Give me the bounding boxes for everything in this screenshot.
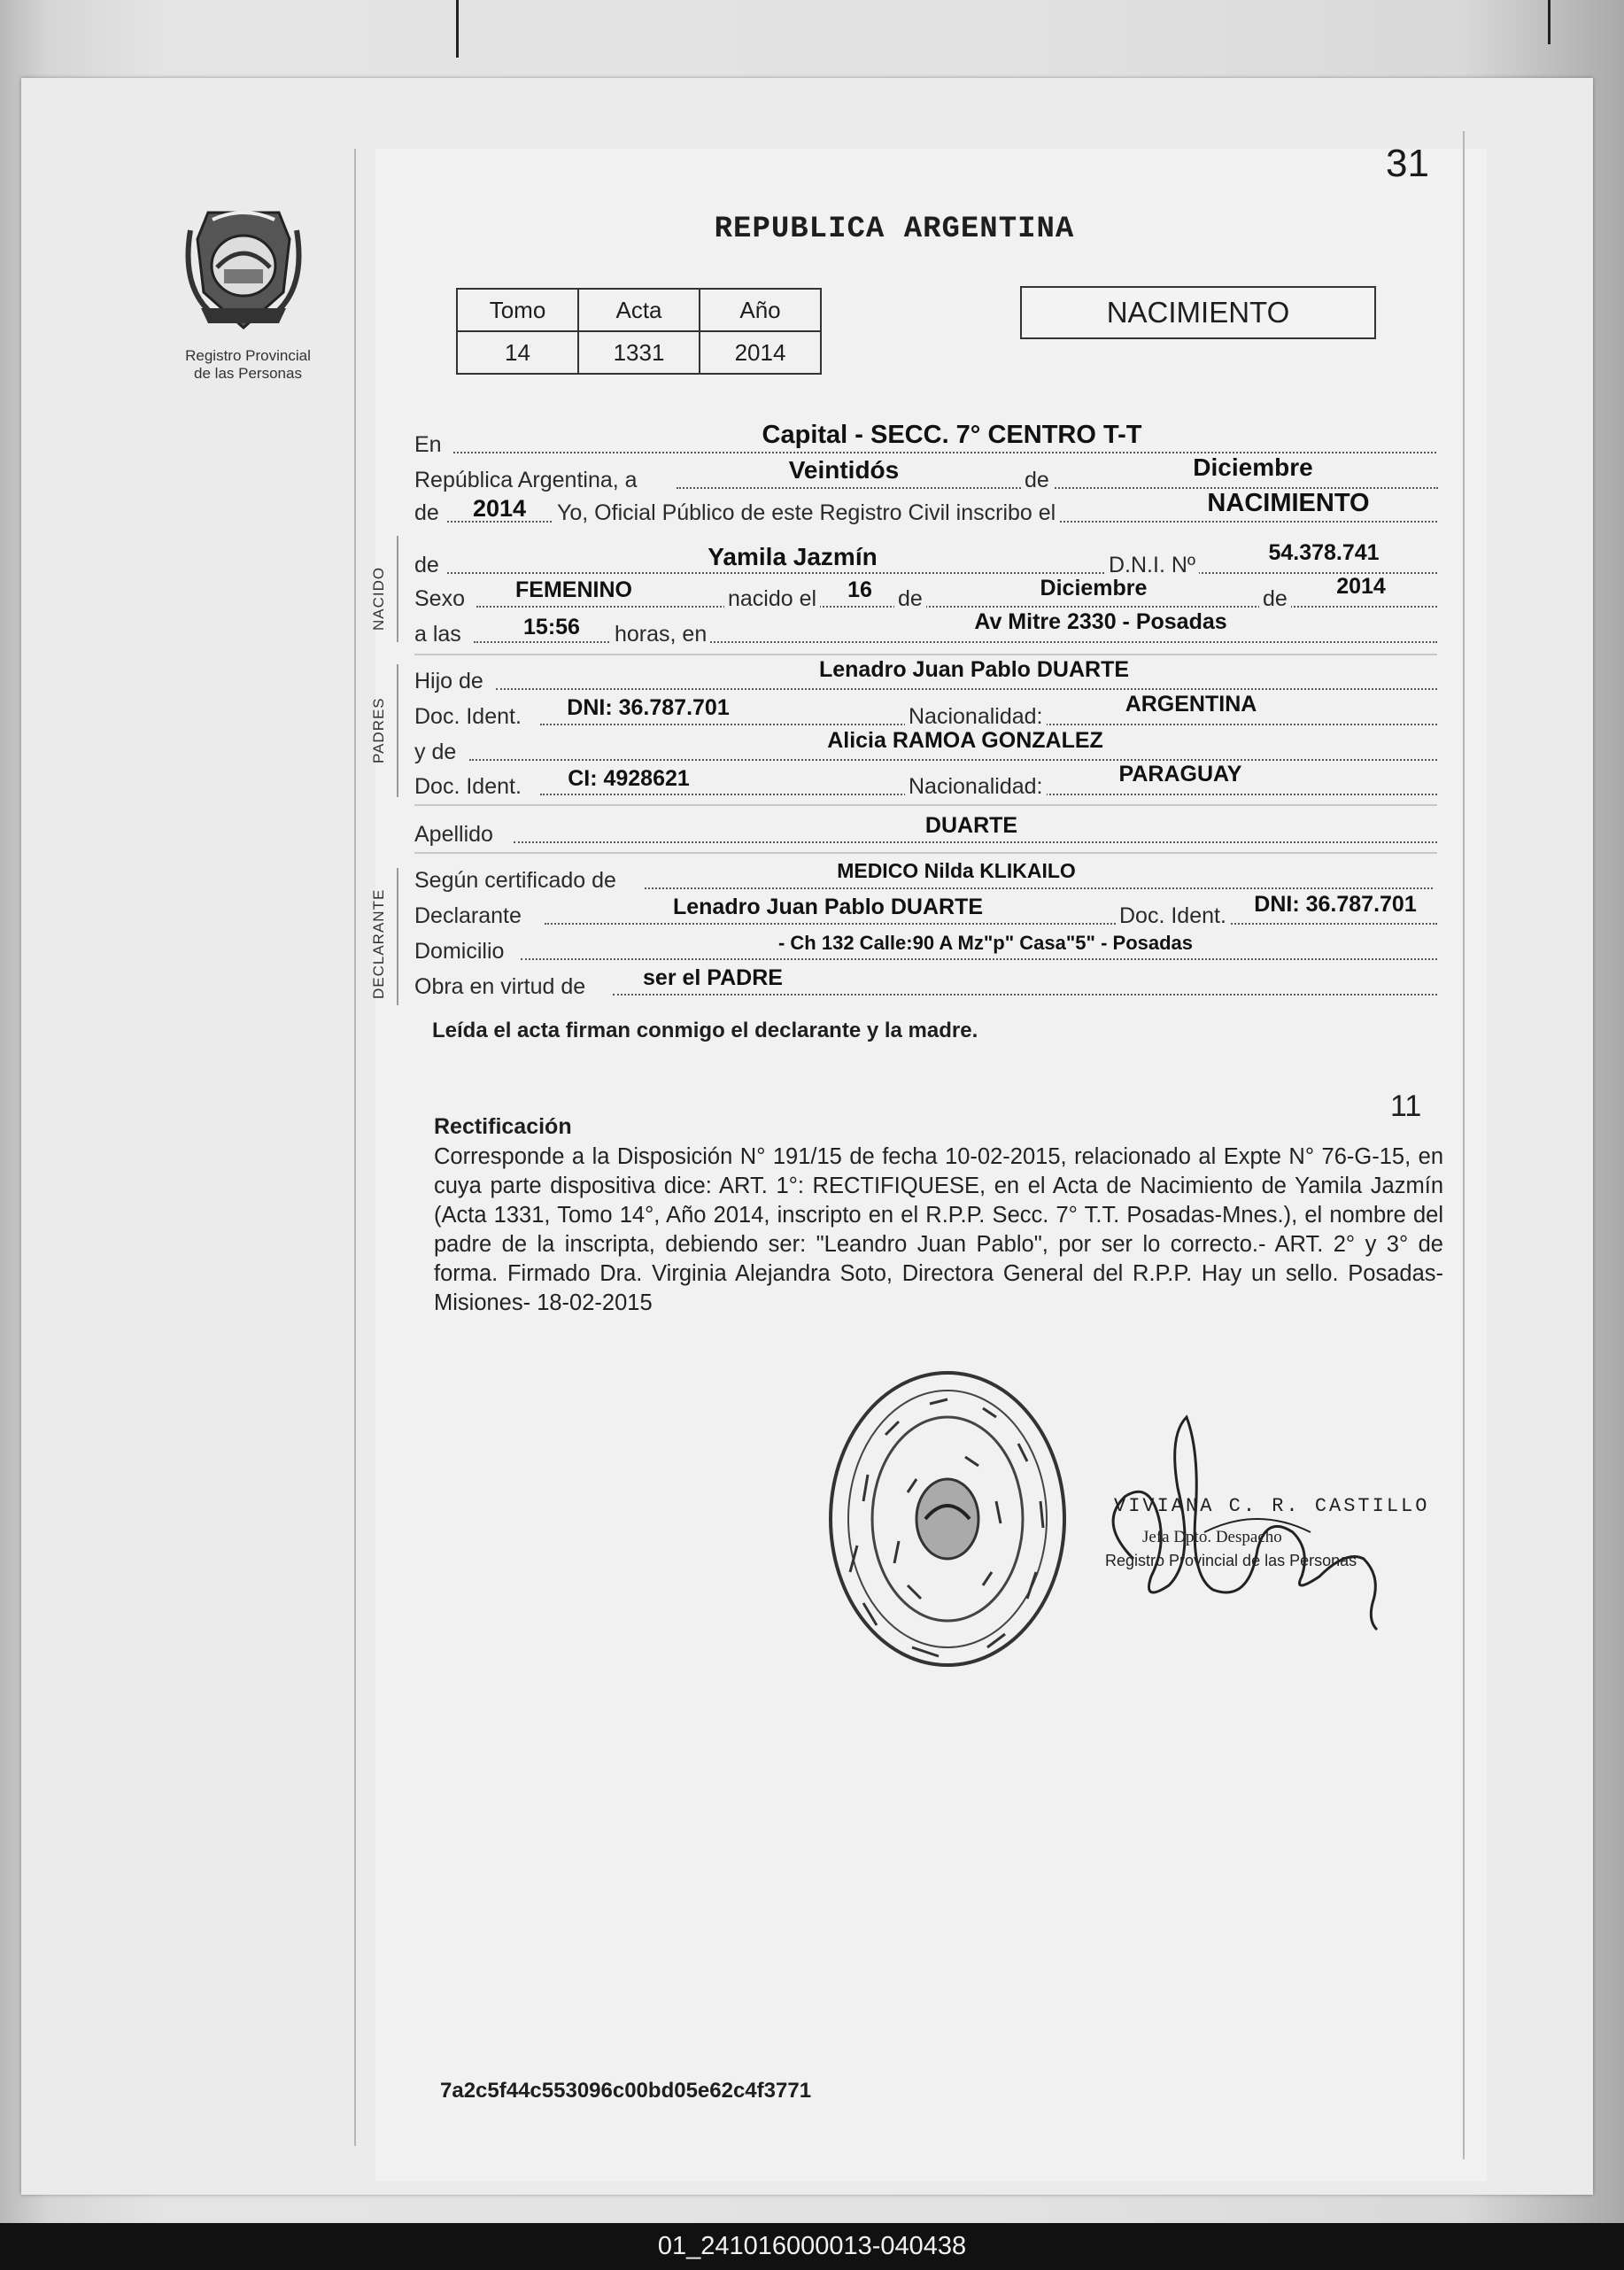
dotted-line [447, 572, 1437, 574]
dotted-line [545, 923, 1437, 925]
register-table [456, 288, 822, 375]
field-birth-year: 2014 [1336, 574, 1386, 599]
closing-statement: Leída el acta firman conmigo el declarante y la madre. [432, 1019, 978, 1042]
label-inscribo: Yo, Oficial Público de este Registro Civil inscribo el [553, 500, 1059, 534]
field-certificate: MEDICO Nilda KLIKAILO [837, 859, 1076, 882]
register-value: 2014 [700, 331, 821, 374]
label-republica: República Argentina, a [414, 468, 638, 492]
dotted-line [521, 958, 1437, 960]
signatory-office: Registro Provincial de las Personas [1105, 1552, 1357, 1569]
binding-mark [1548, 0, 1551, 44]
field-name: Yamila Jazmín [708, 543, 878, 570]
margin-line [354, 149, 356, 2146]
section-bar [397, 536, 398, 642]
certificate-page [21, 78, 1593, 2195]
province-crest-logo [182, 204, 305, 337]
binding-mark [456, 0, 459, 58]
label-sexo: Sexo [414, 586, 465, 611]
section-bar [397, 868, 398, 1005]
section-divider [414, 654, 1437, 655]
document-hash: 7a2c5f44c553096c00bd05e62c4f3771 [440, 2079, 812, 2103]
field-birth-day: 16 [847, 577, 872, 602]
label-de2: de [414, 500, 439, 525]
page-number: 31 [1386, 142, 1429, 185]
registry-label: Registro Provincial de las Personas [185, 347, 311, 382]
official-seal-stamp [815, 1360, 1080, 1678]
annotation-body: Corresponde a la Disposición N° 191/15 de fecha 10-02-2015, relacionado al Expte N° 76-G-15, en cuya parte dispositiva dice: ART. 1°: RECTIFIQUESE, en el Acta de Nacimiento de Yamila Jazmín (Acta 1331, Tomo 14°, Año 2014, inscripto en el R.P.P. Secc. 7° T.T. Posadas-Mnes.), el nombre del padre de la inscripta, debiendo ser: "Leandro Juan Pablo", por ser lo correcto.- ART. 2° y 3° de forma. Firmado Dra. Virginia Alejandra Soto, Directora General del R.P.P. Hay un sello. Posadas- Misiones- 18-02-2015 [434, 1144, 1443, 1315]
label-nacionalidad-2: Nacionalidad: [905, 774, 1047, 808]
label-dni: D.N.I. Nº [1105, 553, 1199, 586]
label-segun: Según certificado de [414, 868, 616, 893]
dotted-line [645, 887, 1433, 889]
label-de-nombre: de [414, 553, 439, 577]
section-label-declarante: DECLARANTE [370, 888, 387, 999]
margin-line [1463, 131, 1465, 2159]
field-year: 2014 [472, 495, 527, 522]
handwritten-signature [1080, 1399, 1417, 1639]
label-horas-en: horas, en [611, 622, 710, 655]
scan-filename-bar: 01_241016000013-040438 [0, 2223, 1624, 2270]
register-header: Año [700, 289, 821, 331]
field-declarant-doc: DNI: 36.787.701 [1254, 892, 1417, 917]
section-bar [397, 664, 398, 797]
field-father: Lenadro Juan Pablo DUARTE [818, 657, 1130, 682]
field-capacity: ser el PADRE [643, 965, 783, 990]
field-act: NACIMIENTO [1207, 489, 1370, 517]
label-doc-ident-2: Doc. Ident. [414, 774, 522, 799]
label-domicilio: Domicilio [414, 939, 505, 964]
dotted-line [496, 688, 1437, 690]
section-label-padres: PADRES [370, 697, 387, 763]
label-obra: Obra en virtud de [414, 974, 586, 999]
dotted-line [476, 606, 1437, 608]
register-header: Tomo [457, 289, 578, 331]
label-declarante: Declarante [414, 903, 522, 928]
field-birth-month: Diciembre [1040, 576, 1148, 600]
field-dni: 54.378.741 [1268, 540, 1380, 565]
label-doc-ident-3: Doc. Ident. [1116, 903, 1230, 937]
dotted-line [613, 994, 1437, 996]
section-divider [414, 804, 1437, 806]
annotation-number: 11 [1390, 1089, 1422, 1123]
label-nacido-el: nacido el [724, 586, 820, 620]
country-title: REPUBLICA ARGENTINA [714, 213, 1075, 246]
signatory-role: Jefa Dpto. Despacho [1142, 1528, 1282, 1546]
label-hijo-de: Hijo de [414, 669, 483, 693]
field-father-nationality: ARGENTINA [1125, 692, 1257, 717]
label-de-anio: de [1259, 586, 1291, 620]
label-apellido: Apellido [414, 822, 493, 847]
field-mother: Alicia RAMOA GONZALEZ [827, 728, 1103, 753]
field-month: Diciembre [1193, 453, 1313, 481]
label-de: de [1021, 468, 1053, 501]
act-type-box: NACIMIENTO [1020, 286, 1376, 339]
section-divider [414, 852, 1437, 854]
field-sex: FEMENINO [515, 577, 632, 602]
field-time: 15:56 [523, 615, 580, 639]
section-label-nacido: NACIDO [370, 566, 387, 631]
field-surname: DUARTE [924, 813, 1018, 838]
field-address: - Ch 132 Calle:90 A Mz"p" Casa"5" - Posadas [777, 932, 1194, 954]
field-mother-nationality: PARAGUAY [1118, 762, 1242, 786]
dotted-line [514, 841, 1437, 843]
label-de-mes: de [894, 586, 926, 620]
field-day: Veintidós [788, 456, 900, 484]
register-value: 14 [457, 331, 578, 374]
field-birth-place: Av Mitre 2330 - Posadas [974, 609, 1227, 634]
label-y-de: y de [414, 740, 457, 764]
field-declarant: Lenadro Juan Pablo DUARTE [672, 895, 984, 919]
annotation-title: Rectificación [434, 1114, 572, 1139]
label-nacionalidad: Nacionalidad: [905, 704, 1047, 738]
field-mother-doc: CI: 4928621 [568, 766, 690, 791]
label-doc-ident: Doc. Ident. [414, 704, 522, 729]
field-place: Capital - SECC. 7° CENTRO T-T [762, 421, 1142, 449]
label-a-las: a las [414, 622, 461, 647]
label-en: En [414, 432, 442, 457]
dotted-line [469, 759, 1437, 761]
register-header: Acta [578, 289, 700, 331]
register-value: 1331 [578, 331, 700, 374]
field-father-doc: DNI: 36.787.701 [567, 695, 730, 720]
signatory-name: VIVIANA C. R. CASTILLO [1114, 1495, 1430, 1517]
